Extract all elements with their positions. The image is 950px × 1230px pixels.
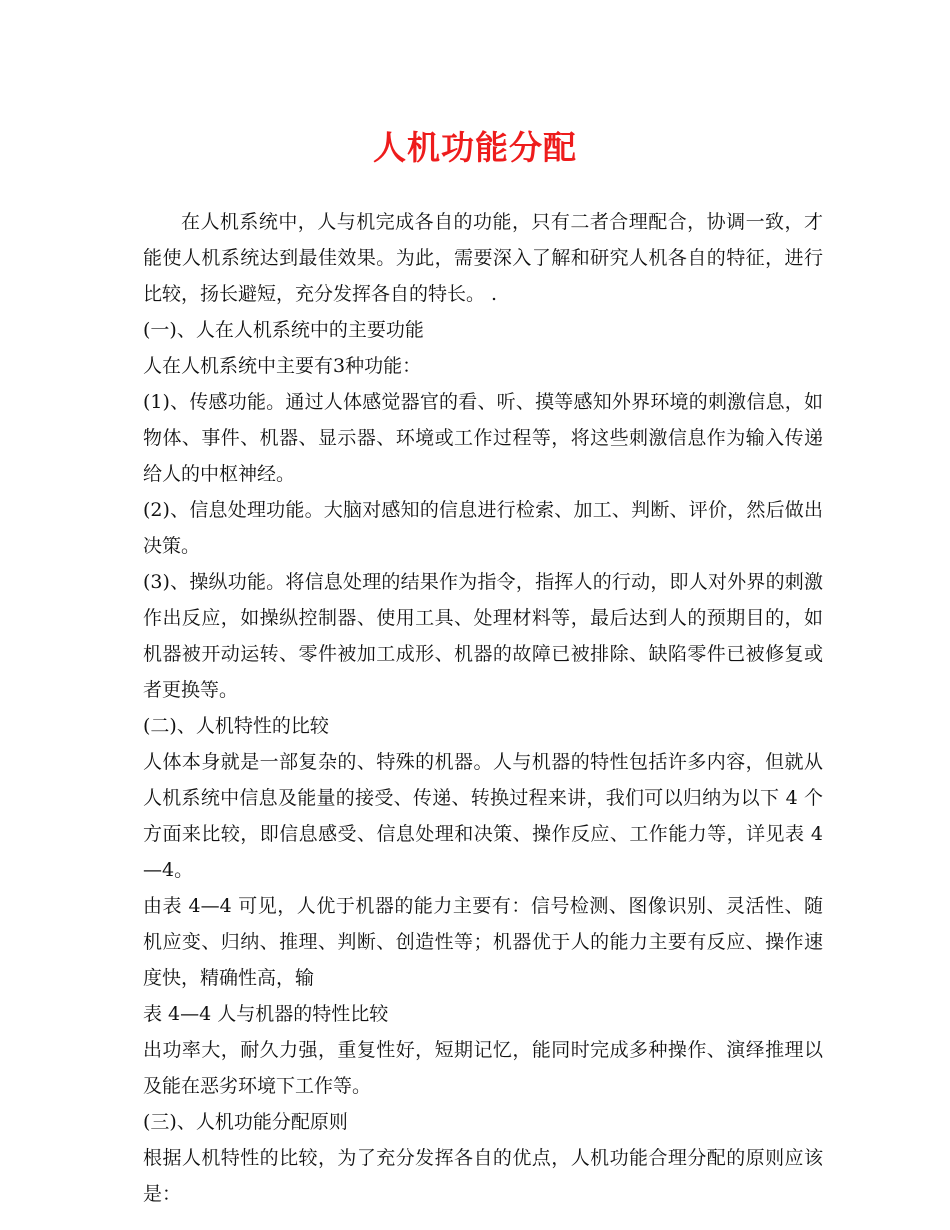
section-heading-3: (三)、人机功能分配原则 — [143, 1111, 348, 1133]
paragraph: 由表 4—4 可见，人优于机器的能力主要有：信号检测、图像识别、灵活性、随机应变、归纳、推理、判断、创造性等；机器优于人的能力主要有反应、操作速度快，精确性高，输 — [143, 895, 823, 989]
paragraph: (3)、操纵功能。将信息处理的结果作为指令，指挥人的行动，即人对外界的刺激作出反应，如操纵控制器、使用工具、处理材料等，最后达到人的预期目的，如机器被开动运转、零件被加工成形、机器的故障已被排除、缺陷零件已被修复或者更换等。 — [143, 571, 823, 701]
paragraph: 人在人机系统中主要有3种功能： — [143, 355, 422, 377]
section-heading-1: (一)、人在人机系统中的主要功能 — [143, 319, 424, 341]
paragraph-intro: 在人机系统中，人与机完成各自的功能，只有二者合理配合，协调一致，才能使人机系统达到最佳效果。为此，需要深入了解和研究人机各自的特征，进行比较，扬长避短，充分发挥各自的特长。 . — [143, 211, 823, 305]
paragraph: (2)、信息处理功能。大脑对感知的信息进行检索、加工、判断、评价，然后做出决策。 — [143, 499, 823, 557]
section-heading-2: (二)、人机特性的比较 — [143, 715, 329, 737]
table-caption: 表 4—4 人与机器的特性比较 — [143, 1003, 389, 1025]
page-title: 人机功能分配 — [373, 128, 577, 167]
paragraph: 人体本身就是一部复杂的、特殊的机器。人与机器的特性包括许多内容，但就从人机系统中信息及能量的接受、传递、转换过程来讲，我们可以归纳为以下 4 个方面来比较，即信息感受、信息处理和决策、操作反应、工作能力等，详见表 4—4。 — [143, 751, 823, 881]
paragraph: 根据人机特性的比较，为了充分发挥各自的优点，人机功能合理分配的原则应该是： — [143, 1147, 823, 1205]
paragraph: 出功率大，耐久力强，重复性好，短期记忆，能同时完成多种操作、演绎推理以及能在恶劣环境下工作等。 — [143, 1039, 823, 1097]
paragraph: (1)、传感功能。通过人体感觉器官的看、听、摸等感知外界环境的刺激信息，如物体、事件、机器、显示器、环境或工作过程等，将这些刺激信息作为输入传递给人的中枢神经。 — [143, 391, 823, 485]
document-body — [143, 204, 823, 1212]
